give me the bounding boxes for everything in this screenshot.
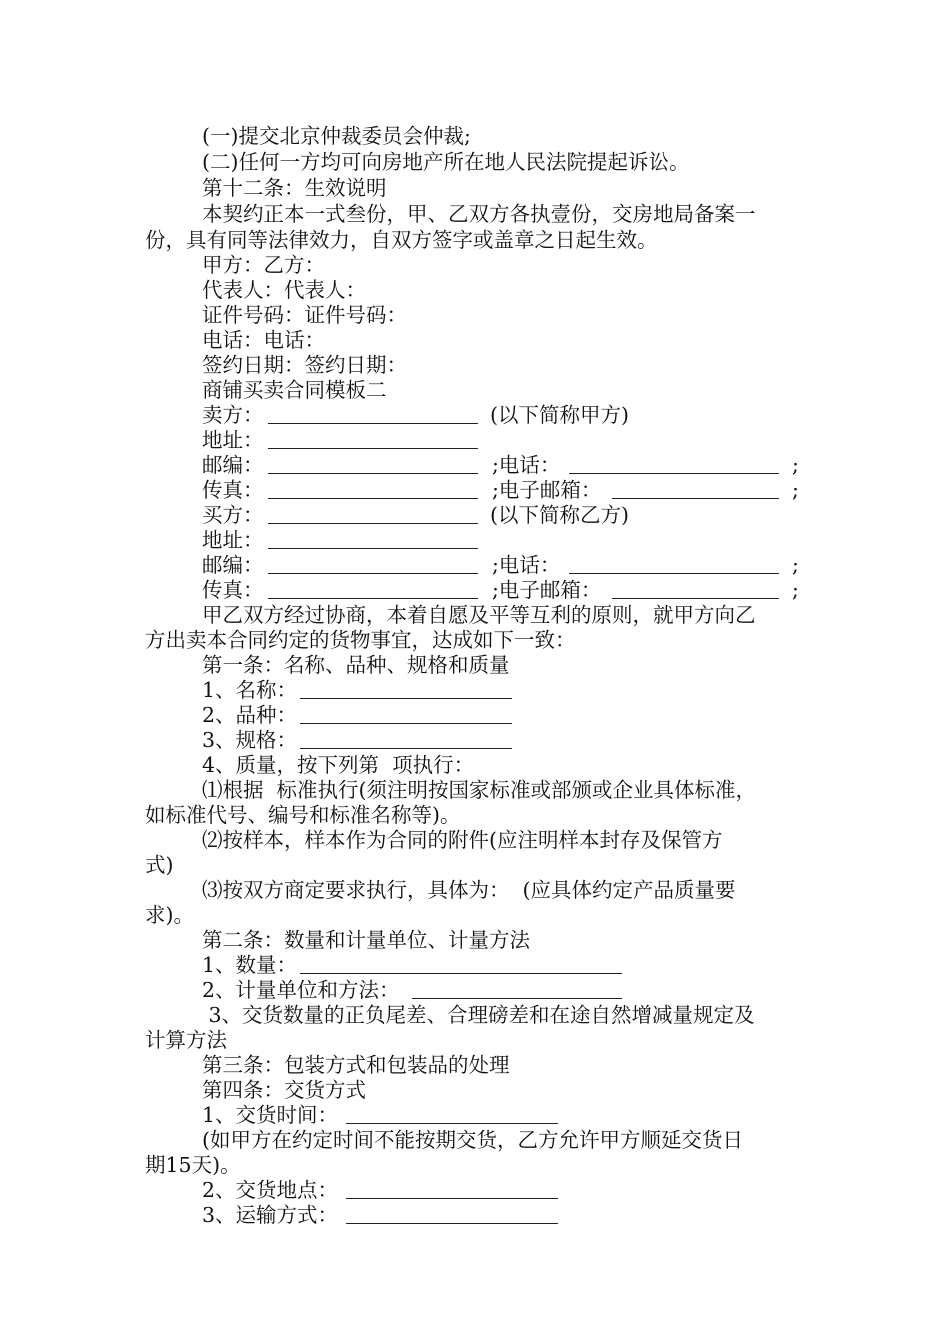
row-semicolon: ; bbox=[792, 478, 799, 502]
seller-zip-blank[interactable] bbox=[268, 473, 478, 474]
buyer-row bbox=[202, 503, 822, 527]
seller-address-row bbox=[202, 428, 822, 452]
article-3-heading: 第三条：包装方式和包装品的处理 bbox=[202, 1053, 510, 1077]
article-1-heading: 第一条：名称、品种、规格和质量 bbox=[202, 653, 510, 677]
delivery-time-label: 1、交货时间： bbox=[202, 1103, 339, 1127]
tolerance-line-2: 计算方法 bbox=[145, 1028, 227, 1052]
transport-blank[interactable] bbox=[346, 1223, 558, 1224]
unit-method-blank[interactable] bbox=[412, 998, 622, 999]
representative-labels: 代表人：代表人： bbox=[202, 278, 366, 302]
seller-fax-email-row bbox=[202, 478, 822, 502]
tolerance-line-1: 3、交货数量的正负尾差、合理磅差和在途自然增减量规定及 bbox=[202, 1003, 755, 1027]
quantity-label: 1、数量： bbox=[202, 953, 298, 977]
buyer-address-blank[interactable] bbox=[268, 548, 478, 549]
fax-label: 传真： bbox=[202, 578, 264, 602]
buyer-zip-phone-row bbox=[202, 553, 822, 577]
variety-blank[interactable] bbox=[300, 723, 512, 724]
buyer-address-row bbox=[202, 528, 822, 552]
seller-label: 卖方： bbox=[202, 403, 264, 427]
name-blank[interactable] bbox=[300, 698, 512, 699]
delay-note-line-2: 期15天)。 bbox=[145, 1153, 241, 1177]
seller-phone-blank[interactable] bbox=[569, 473, 779, 474]
delay-note-line-1: (如甲方在约定时间不能按期交货，乙方允许甲方顺延交货日 bbox=[202, 1128, 743, 1152]
seller-blank[interactable] bbox=[268, 423, 478, 424]
row-semicolon: ; bbox=[792, 553, 799, 577]
buyer-email-blank[interactable] bbox=[612, 598, 779, 599]
delivery-place-label: 2、交货地点： bbox=[202, 1178, 339, 1202]
seller-row bbox=[202, 403, 822, 427]
buyer-zip-blank[interactable] bbox=[268, 573, 478, 574]
template-two-title: 商铺买卖合同模板二 bbox=[202, 378, 387, 402]
agreement-paragraph-line-2: 方出卖本合同约定的货物事宜，达成如下一致： bbox=[145, 628, 576, 652]
buyer-fax-blank[interactable] bbox=[268, 598, 478, 599]
seller-fax-blank[interactable] bbox=[268, 498, 478, 499]
delivery-time-row bbox=[202, 1103, 822, 1127]
buyer-phone-blank[interactable] bbox=[569, 573, 779, 574]
quality-item: 4、质量，按下列第 项执行： bbox=[202, 753, 475, 777]
name-label: 1、名称： bbox=[202, 678, 298, 702]
spec-label: 3、规格： bbox=[202, 728, 298, 752]
article-12-heading: 第十二条：生效说明 bbox=[202, 176, 387, 200]
quantity-blank[interactable] bbox=[300, 973, 622, 974]
transport-row bbox=[202, 1203, 822, 1227]
delivery-place-blank[interactable] bbox=[346, 1198, 558, 1199]
buyer-note: (以下简称乙方) bbox=[490, 503, 629, 527]
variety-row bbox=[202, 703, 822, 727]
clause-arbitration: (一)提交北京仲裁委员会仲裁; bbox=[202, 124, 471, 148]
row-semicolon: ; bbox=[792, 578, 799, 602]
signing-date-labels: 签约日期：签约日期： bbox=[202, 353, 407, 377]
row-semicolon: ; bbox=[792, 453, 799, 477]
fax-label: 传真： bbox=[202, 478, 264, 502]
zip-label: 邮编： bbox=[202, 553, 264, 577]
seller-note: (以下简称甲方) bbox=[490, 403, 629, 427]
quantity-row bbox=[202, 953, 822, 977]
email-label: ;电子邮箱： bbox=[492, 578, 602, 602]
buyer-blank[interactable] bbox=[268, 523, 478, 524]
quality-option-2-line-2: 式) bbox=[145, 853, 174, 877]
delivery-time-blank[interactable] bbox=[346, 1123, 558, 1124]
seller-zip-phone-row bbox=[202, 453, 822, 477]
article-4-heading: 第四条：交货方式 bbox=[202, 1078, 366, 1102]
name-row bbox=[202, 678, 822, 702]
quality-option-3-line-2: 求)。 bbox=[145, 903, 194, 927]
address-label: 地址： bbox=[202, 528, 264, 552]
transport-label: 3、运输方式： bbox=[202, 1203, 339, 1227]
party-labels: 甲方：乙方： bbox=[202, 253, 325, 277]
phone-label: ;电话： bbox=[492, 553, 561, 577]
agreement-paragraph-line-1: 甲乙双方经过协商，本着自愿及平等互利的原则，就甲方向乙 bbox=[202, 603, 756, 627]
id-number-labels: 证件号码：证件号码： bbox=[202, 303, 407, 327]
unit-method-label: 2、计量单位和方法： bbox=[202, 978, 400, 1002]
article-2-heading: 第二条：数量和计量单位、计量方法 bbox=[202, 928, 530, 952]
address-label: 地址： bbox=[202, 428, 264, 452]
quality-option-1-line-2: 如标准代号、编号和标准名称等)。 bbox=[145, 803, 461, 827]
phone-label: ;电话： bbox=[492, 453, 561, 477]
spec-blank[interactable] bbox=[300, 748, 512, 749]
quality-option-1-line-1: ⑴根据 标准执行(须注明按国家标准或部颁或企业具体标准， bbox=[202, 778, 757, 802]
spec-row bbox=[202, 728, 822, 752]
email-label: ;电子邮箱： bbox=[492, 478, 602, 502]
buyer-label: 买方： bbox=[202, 503, 264, 527]
quality-option-2-line-1: ⑵按样本，样本作为合同的附件(应注明样本封存及保管方 bbox=[202, 828, 723, 852]
delivery-place-row bbox=[202, 1178, 822, 1202]
unit-method-row bbox=[202, 978, 822, 1002]
zip-label: 邮编： bbox=[202, 453, 264, 477]
seller-email-blank[interactable] bbox=[612, 498, 779, 499]
effect-paragraph-line-2: 份，具有同等法律效力，自双方签字或盖章之日起生效。 bbox=[145, 228, 658, 252]
variety-label: 2、品种： bbox=[202, 703, 298, 727]
clause-litigation: (二)任何一方均可向房地产所在地人民法院提起诉讼。 bbox=[202, 150, 690, 174]
buyer-fax-email-row bbox=[202, 578, 822, 602]
phone-labels: 电话：电话： bbox=[202, 328, 325, 352]
quality-option-3-line-1: ⑶按双方商定要求执行，具体为： (应具体约定产品质量要 bbox=[202, 878, 736, 902]
seller-address-blank[interactable] bbox=[268, 448, 478, 449]
effect-paragraph-line-1: 本契约正本一式叁份，甲、乙双方各执壹份，交房地局备案一 bbox=[202, 202, 756, 226]
